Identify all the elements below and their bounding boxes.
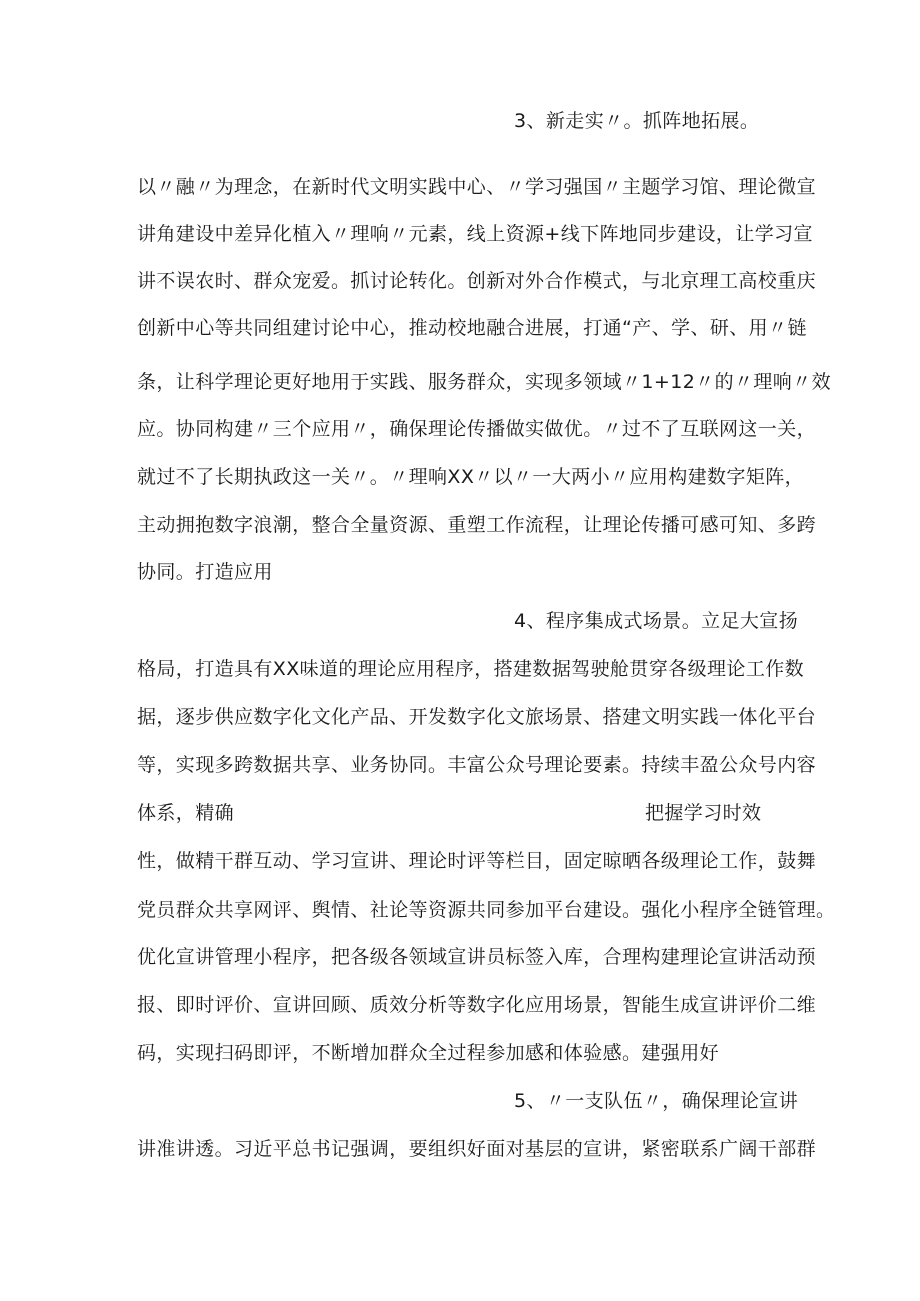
- text-line: 创新中心等共同组建讨论中心，推动校地融合进展，打通“产、学、研、用〃链: [137, 317, 807, 339]
- text-line: 码，实现扫码即评，不断增加群众全过程参加感和体验感。建强用好: [137, 1042, 720, 1064]
- text-line: 党员群众共享网评、舆情、社论等资源共同参加平台建设。强化小程序全链管理。: [137, 899, 836, 921]
- text-line-split-right: 把握学习时效: [645, 802, 762, 824]
- heading-5: 5、〃一支队伍〃，确保理论宣讲: [514, 1090, 799, 1112]
- heading-3: 3、新走实〃。抓阵地拓展。: [514, 110, 760, 132]
- heading-4: 4、程序集成式场景。立足大宣扬: [514, 610, 799, 632]
- text-line: 条，让科学理论更好地用于实践、服务群众，实现多领域〃1+12〃的〃理响〃效: [137, 371, 831, 393]
- text-line: 讲不误农时、群众宠爱。抓讨论转化。创新对外合作模式，与北京理工高校重庆: [137, 270, 817, 292]
- text-line: 主动拥抱数字浪潮，整合全量资源、重塑工作流程，让理论传播可感可知、多跨: [137, 514, 817, 536]
- text-line: 应。协同构建〃三个应用〃，确保理论传播做实做优。〃过不了互联网这一关，: [137, 418, 817, 440]
- text-line: 讲角建设中差异化植入〃理响〃元素，线上资源+线下阵地同步建设，让学习宣: [137, 223, 813, 245]
- text-line: 格局，打造具有XX味道的理论应用程序，搭建数据驾驶舱贯穿各级理论工作数: [137, 658, 805, 680]
- text-line: 据，逐步供应数字化文化产品、开发数字化文旅场景、搭建文明实践一体化平台: [137, 706, 817, 728]
- text-line: 报、即时评价、宣讲回顾、质效分析等数字化应用场景，智能生成宣讲评价二维: [137, 994, 817, 1016]
- text-line: 以〃融〃为理念，在新时代文明实践中心、〃学习强国〃主题学习馆、理论微宣: [137, 176, 817, 198]
- text-line: 协同。打造应用: [137, 561, 273, 583]
- text-line: 性，做精干群互动、学习宣讲、理论时评等栏目，固定晾晒各级理论工作，鼓舞: [137, 850, 817, 872]
- text-line: 优化宣讲管理小程序，把各级各领域宣讲员标签入库，合理构建理论宣讲活动预: [137, 946, 817, 968]
- text-line: 就过不了长期执政这一关〃。〃理响XX〃以〃一大两小〃应用构建数字矩阵，: [137, 466, 805, 488]
- text-line: 讲准讲透。习近平总书记强调，要组织好面对基层的宣讲，紧密联系广阔干部群: [137, 1138, 817, 1160]
- text-line-split-left: 体系，精确: [137, 802, 235, 824]
- text-line: 等，实现多跨数据共享、业务协同。丰富公众号理论要素。持续丰盈公众号内容: [137, 754, 817, 776]
